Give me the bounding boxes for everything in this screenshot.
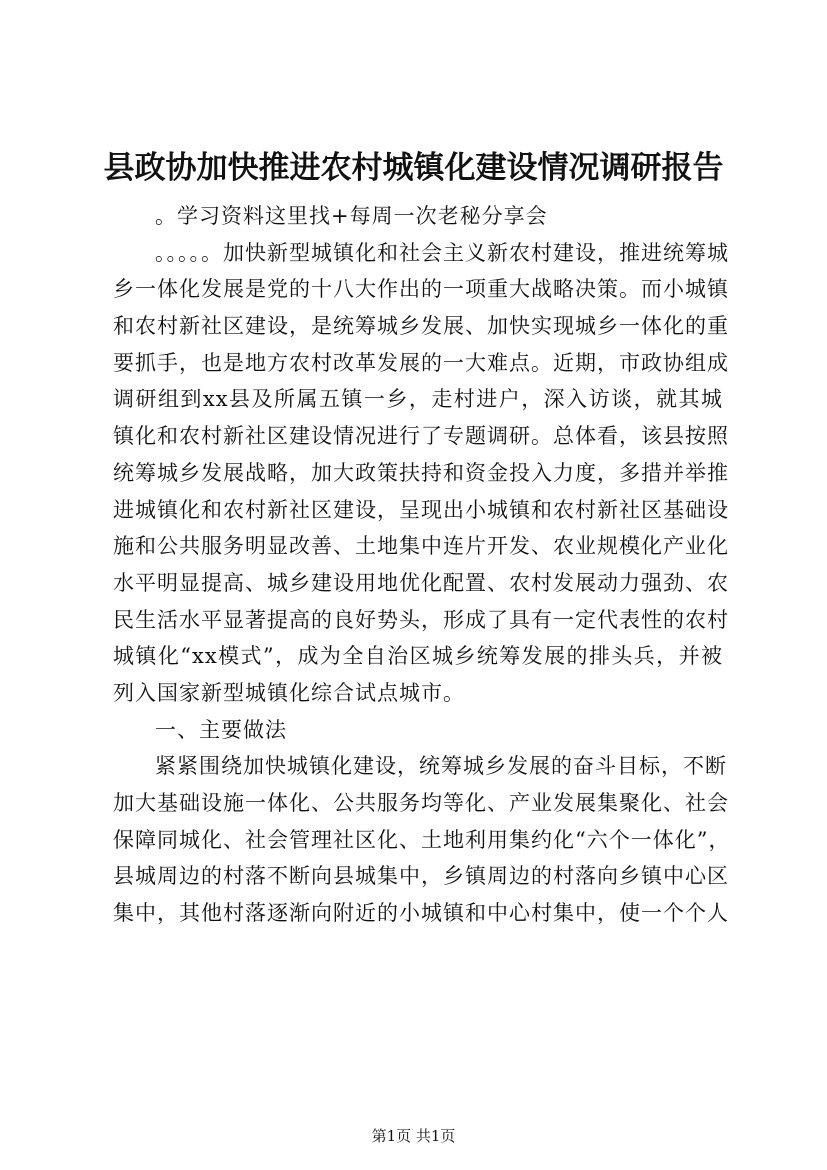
paragraph-line: 要抓手，也是地方农村改革发展的一大难点。近期，市政协组成 bbox=[113, 350, 729, 375]
paragraph-line: 调研组到xx县及所属五镇一乡，走村进户，深入访谈，就其城 bbox=[113, 387, 723, 412]
paragraph-line: 水平明显提高、城乡建设用地优化配置、农村发展动力强劲、农 bbox=[113, 570, 729, 595]
document-title: 县政协加快推进农村城镇化建设情况调研报告 bbox=[103, 150, 724, 186]
paragraph-line: 和农村新社区建设，是统筹城乡发展、加快实现城乡一体化的重 bbox=[113, 314, 729, 339]
paragraph-line: 保障同城化、社会管理社区化、土地利用集约化“六个一体化”， bbox=[113, 827, 731, 852]
paragraph-line: 。学习资料这里找+每周一次老秘分享会 bbox=[155, 204, 548, 228]
paragraph-line: 施和公共服务明显改善、土地集中连片开发、农业规模化产业化 bbox=[113, 534, 729, 559]
section-heading: 一、主要做法 bbox=[155, 717, 287, 742]
paragraph-line: 镇化和农村新社区建设情况进行了专题调研。总体看，该县按照 bbox=[113, 424, 729, 449]
paragraph-line: 。。。。。加快新型城镇化和社会主义新农村建设，推进统筹城 bbox=[155, 240, 729, 265]
paragraph-line: 集中，其他村落逐渐向附近的小城镇和中心村集中，使一个个人 bbox=[113, 901, 729, 926]
page-footer: 第1页 共1页 bbox=[371, 1127, 456, 1145]
document-body bbox=[113, 198, 731, 932]
paragraph-line: 县城周边的村落不断向县城集中，乡镇周边的村落向乡镇中心区 bbox=[113, 864, 729, 889]
paragraph-line: 统筹城乡发展战略，加大政策扶持和资金投入力度，多措并举推 bbox=[113, 460, 729, 485]
paragraph-line: 紧紧围绕加快城镇化建设，统筹城乡发展的奋斗目标，不断 bbox=[155, 754, 727, 779]
paragraph-line: 加大基础设施一体化、公共服务均等化、产业发展集聚化、社会 bbox=[113, 791, 729, 815]
paragraph-line: 乡一体化发展是党的十八大作出的一项重大战略决策。而小城镇 bbox=[113, 277, 729, 302]
paragraph-line: 城镇化“xx模式”，成为全自治区城乡统筹发展的排头兵，并被 bbox=[113, 644, 723, 669]
paragraph-line: 列入国家新型城镇化综合试点城市。 bbox=[113, 680, 465, 705]
paragraph-line: 民生活水平显著提高的良好势头，形成了具有一定代表性的农村 bbox=[113, 607, 729, 632]
paragraph-line: 进城镇化和农村新社区建设，呈现出小城镇和农村新社区基础设 bbox=[113, 497, 729, 522]
